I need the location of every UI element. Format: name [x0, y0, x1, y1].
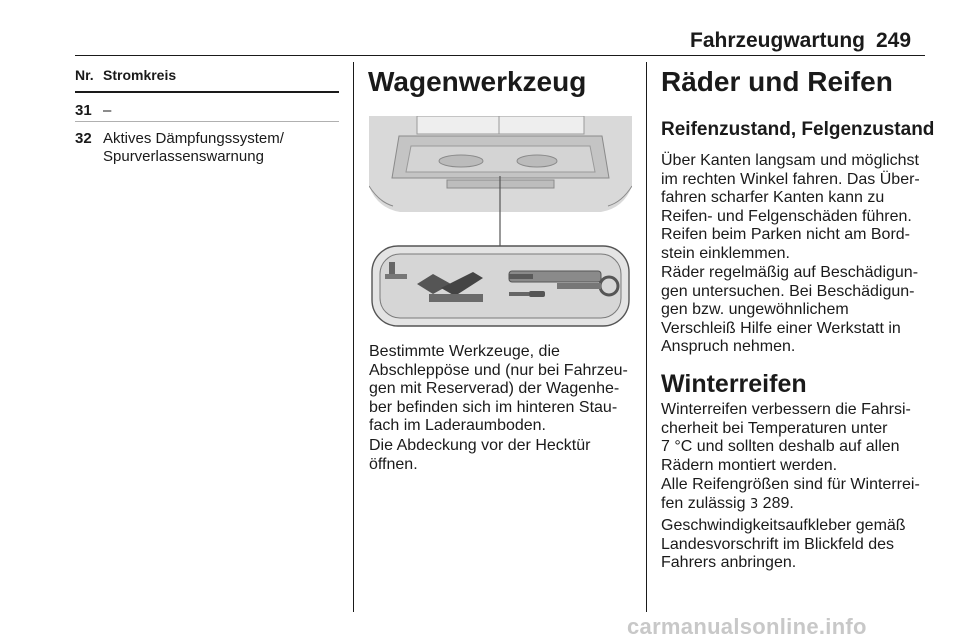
column-header-nr: Nr.	[75, 67, 94, 83]
page-number: 249	[876, 29, 912, 52]
tools-paragraph-1: Bestimmte Werkzeuge, die Abschleppöse und (nur bei Fahrzeu- gen mit Reserverad) der Wagenhe- ber befinden sich im hinteren Stau- fach im Laderaumboden.	[369, 343, 628, 434]
tool-kit-illustration	[369, 116, 632, 330]
fuse-circuit: Aktives Dämpfungssystem/ Spurverlassenswarnung	[103, 130, 284, 165]
winter-paragraph-2-text: Alle Reifengrößen sind für Winterrei- fen zulässig	[661, 476, 920, 512]
winter-paragraph-3: Geschwindigkeitsaufkleber gemäß Landesvorschrift im Blickfeld des Fahrers anbringen.	[661, 517, 906, 571]
fuse-number: 31	[75, 102, 92, 119]
table-header-rule	[75, 91, 339, 93]
column-header-circuit: Stromkreis	[103, 67, 177, 83]
row-divider	[75, 121, 339, 122]
fuse-circuit: –	[103, 102, 112, 119]
wheels-paragraph-1: Über Kanten langsam und möglichst im rechten Winkel fahren. Das Über- fahren scharfer Kanten kann zu Reifen- und Felgenschäden führen. Reifen beim Parken nicht am Bord- stein einklemmen.	[661, 152, 920, 262]
page-reference-arrow-icon: 3	[749, 496, 759, 512]
running-header-title: Fahrzeugwartung	[690, 29, 866, 52]
section-heading-tools: Wagenwerkzeug	[368, 66, 587, 97]
section-heading-wheels: Räder und Reifen	[661, 66, 893, 97]
winter-paragraph-1: Winterreifen verbessern die Fahrsi- cherheit bei Temperaturen unter 7 °C und sollten deshalb auf allen Rädern montiert werden.	[661, 401, 911, 474]
fuse-number: 32	[75, 130, 92, 147]
section-heading-winter-tyres: Winterreifen	[661, 370, 807, 398]
wheels-paragraph-2: Räder regelmäßig auf Beschädigun- gen untersuchen. Bei Beschädigun- gen bzw. ungewöhnlichem Verschleiß Hilfe einer Werkstatt in Anspruch nehmen.	[661, 264, 919, 355]
column-divider-right	[646, 62, 647, 612]
header-rule	[75, 55, 925, 56]
subheading-tyre-condition: Reifenzustand, Felgenzustand	[661, 119, 935, 140]
column-divider-left	[353, 62, 354, 612]
tools-paragraph-2: Die Abdeckung vor der Hecktür öffnen.	[369, 437, 591, 473]
winter-paragraph-2	[661, 476, 920, 514]
page-reference-link[interactable]: 289.	[758, 494, 794, 512]
watermark: carmanualsonline.info	[627, 614, 867, 639]
